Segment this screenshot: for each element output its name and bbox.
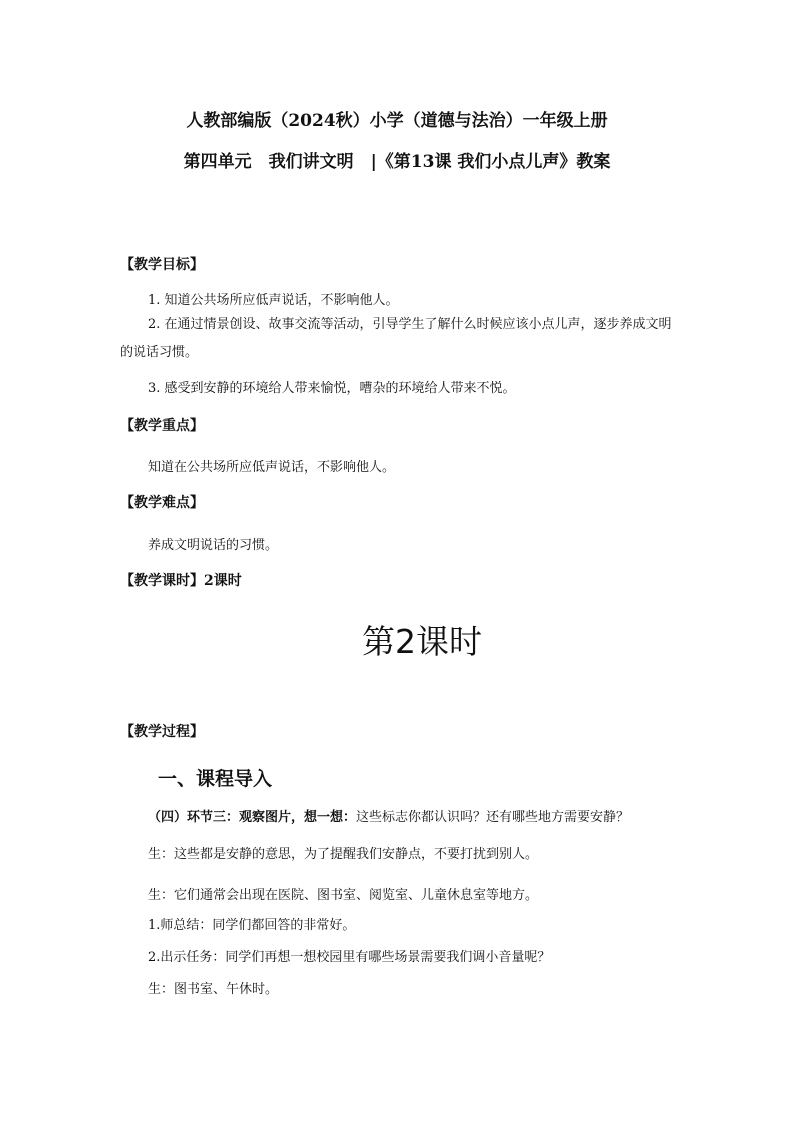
hours-heading: 【教学课时】2课时 (120, 573, 242, 589)
key-points-heading: 【教学重点】 (120, 418, 204, 434)
student-answer-3: 生：图书室、午休时。 (148, 982, 279, 997)
section-course-intro: 一、课程导入 (158, 768, 273, 790)
document-title-line1: 人教部编版（2024秋）小学（道德与法治）一年级上册 (186, 111, 608, 131)
task-prompt: 2.出示任务：同学们再想一想校园里有哪些场景需要我们调小音量呢？ (148, 950, 551, 965)
student-answer-1: 生：这些都是安静的意思，为了提醒我们安静点，不要打扰到别人。 (148, 847, 539, 862)
teacher-summary: 1.师总结：同学们都回答的非常好。 (148, 918, 356, 933)
step-line (148, 806, 629, 825)
objective-item-2: 2. 在通过情景创设、故事交流等活动，引导学生了解什么时候应该小点儿声，逐步养成文明的说话习惯。 (120, 317, 672, 360)
objective-item-3: 3. 感受到安静的环境给人带来愉悦，嘈杂的环境给人带来不悦。 (148, 381, 516, 396)
process-heading: 【教学过程】 (120, 724, 204, 740)
student-answer-2: 生：它们通常会出现在医院、图书室、阅览室、儿童休息室等地方。 (148, 888, 539, 903)
objective-item-1: 1. 知道公共场所应低声说话，不影响他人。 (148, 293, 399, 308)
difficulties-heading: 【教学难点】 (120, 495, 204, 511)
document-title-line2: 第四单元 我们讲文明 |《第13课 我们小点儿声》教案 (183, 152, 611, 172)
key-points-text: 知道在公共场所应低声说话，不影响他人。 (148, 460, 396, 475)
step-question: 这些标志你都认识吗？还有哪些地方需要安静？ (356, 810, 630, 825)
objectives-heading: 【教学目标】 (120, 257, 204, 273)
difficulties-text: 养成文明说话的习惯。 (148, 538, 279, 553)
lesson-title: 第2课时 (362, 622, 482, 661)
step-label: （四）环节三：观察图片，想一想： (148, 810, 357, 825)
